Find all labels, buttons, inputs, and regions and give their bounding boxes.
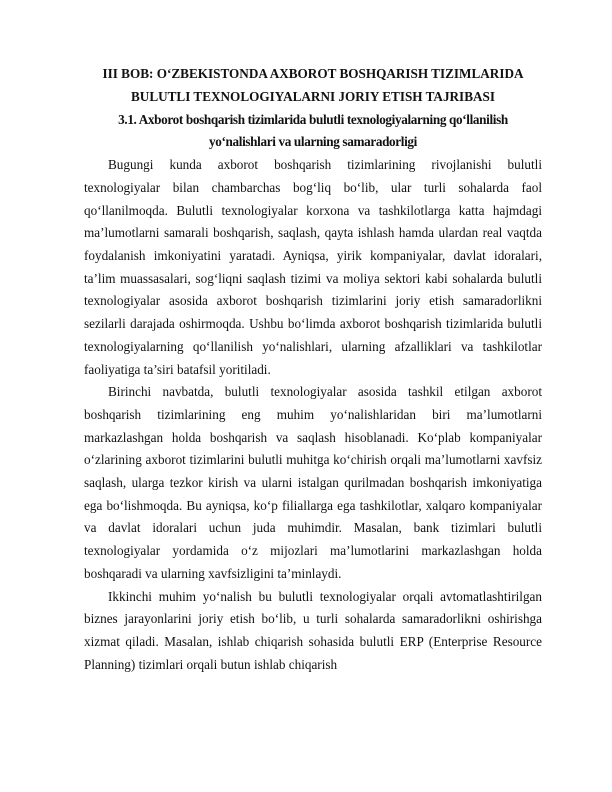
body-paragraph-1: Bugungi kunda axborot boshqarish tizimlarining rivojlanishi bulutli texnologiyalar bilan chambarchas bog‘liq bo‘lib, ular turli sohalarda faol qo‘llanilmoqda. Bulutli texnologiyalar korxona va tashkilotlarga katta hajmdagi ma’lumotlarni samarali boshqarish, saqlash, qayta ishlash hamda ulardan real vaqtda foydalanish imkoniyatini yaratadi. Ayniqsa, yirik kompaniyalar, davlat idoralari, ta’lim muassasalari, sog‘liqni saqlash tizimi va moliya sektori kabi sohalarda bulutli texnologiyalar asosida axborot boshqarish tizimlarini joriy etish samaradorlikni sezilarli darajada oshirmoqda. Ushbu bo‘limda axborot boshqarish tizimlarida bulutli texnologiyalarning qo‘llanilish yo‘nalishlari, ularning afzalliklari va tashkilotlar faoliyatiga ta’siri batafsil yoritiladi. xyxy=(84,157,542,377)
chapter-title: III BOB: O‘ZBEKISTONDA AXBOROT BOSHQARISH TIZIMLARIDA BULUTLI TEXNOLOGIYALARNI JORIY ETISH TAJRIBASI xyxy=(102,66,524,104)
body-paragraph-2: Birinchi navbatda, bulutli texnologiyalar asosida tashkil etilgan axborot boshqarish tizimlarining eng muhim yo‘nalishlaridan biri ma’lumotlarni markazlashgan holda boshqarish va saqlash hisoblanadi. Ko‘plab kompaniyalar o‘zlarining axborot tizimlarini bulutli muhitga ko‘chirish orqali ma’lumotlarni xavfsiz saqlash, ularga tezkor kirish va ularni istalgan qurilmadan boshqarish imkoniyatiga ega bo‘lishmoqda. Bu ayniqsa, ko‘p filiallarga ega tashkilotlar, xalqaro kompaniyalar va davlat idoralari uchun juda muhimdir. Masalan, bank tizimlari bulutli texnologiyalar yordamida o‘z mijozlari ma’lumotlarini markazlashgan holda boshqaradi va ularning xavfsizligini ta’minlaydi. xyxy=(84,384,542,581)
body-paragraph-3: Ikkinchi muhim yo‘nalish bu bulutli texnologiyalar orqali avtomatlashtirilgan biznes jarayonlarini joriy etish bo‘lib, u turli sohalarda samaradorlikni oshirishga xizmat qiladi. Masalan, ishlab chiqarish sohasida bulutli ERP (Enterprise Resource Planning) tizimlari orqali butun ishlab chiqarish xyxy=(84,588,542,672)
document-page xyxy=(84,63,542,676)
section-title: 3.1. Axborot boshqarish tizimlarida bulutli texnologiyalarning qo‘llanilish yo‘nalishlari va ularning samaradorligi xyxy=(118,111,508,150)
